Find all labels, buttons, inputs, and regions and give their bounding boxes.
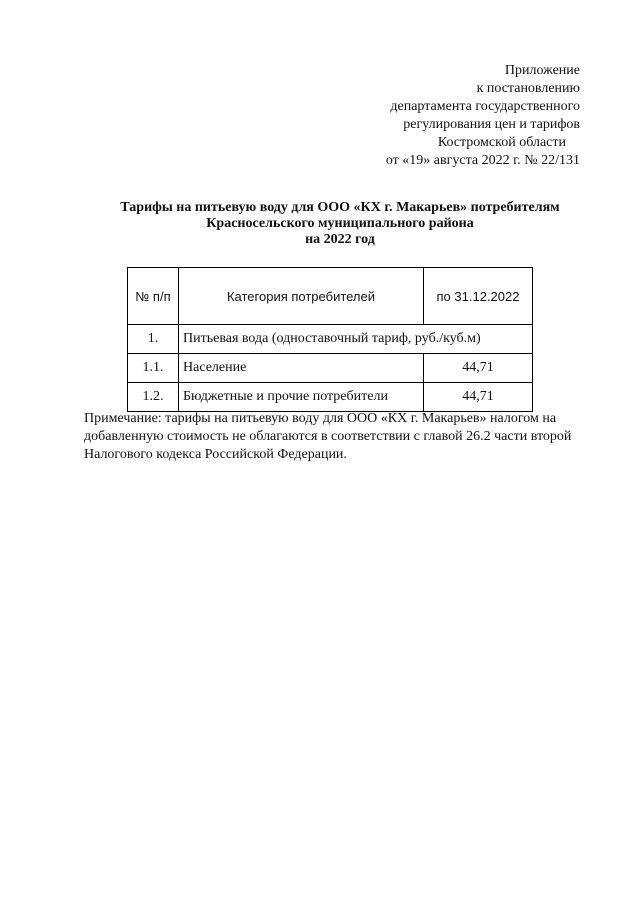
section-label: Питьевая вода (одноставочный тариф, руб./куб.м) xyxy=(179,325,533,354)
appendix-line: Приложение xyxy=(504,63,580,78)
appendix-line: к постановлению xyxy=(476,81,580,96)
row-category: Население xyxy=(179,354,424,383)
section-number: 1. xyxy=(128,325,179,354)
note-text: Примечание: тарифы на питьевую воду для ООО «КХ г. Макарьев» налогом на добавленную стоимость не облагаются в соответствии с главой 26.2 части второй Налогового кодекса Российской Федерации. xyxy=(84,411,572,462)
title-line-3: на 2022 год xyxy=(305,232,375,247)
header-date: по 31.12.2022 xyxy=(424,268,533,325)
table-row xyxy=(128,383,533,412)
row-number: 1.1. xyxy=(128,354,179,383)
row-category: Бюджетные и прочие потребители xyxy=(179,383,424,412)
table-header-row xyxy=(128,268,533,325)
header-category: Категория потребителей xyxy=(179,268,424,325)
title-line-2: Красносельского муниципального района xyxy=(206,216,474,231)
table-row xyxy=(128,354,533,383)
appendix-line: департамента государственного xyxy=(390,99,580,114)
title-line-1: Тарифы на питьевую воду для ООО «КХ г. Макарьев» потребителям xyxy=(120,200,560,215)
header-number: № п/п xyxy=(128,268,179,325)
appendix-line: регулирования цен и тарифов xyxy=(403,117,580,132)
document-title xyxy=(60,200,620,248)
appendix-header xyxy=(386,62,580,170)
row-number: 1.2. xyxy=(128,383,179,412)
row-value: 44,71 xyxy=(424,354,533,383)
tariff-table xyxy=(127,267,533,412)
table-section-row xyxy=(128,325,533,354)
appendix-line: от «19» августа 2022 г. № 22/131 xyxy=(385,153,580,168)
appendix-line: Костромской области xyxy=(437,135,566,150)
row-value: 44,71 xyxy=(424,383,533,412)
